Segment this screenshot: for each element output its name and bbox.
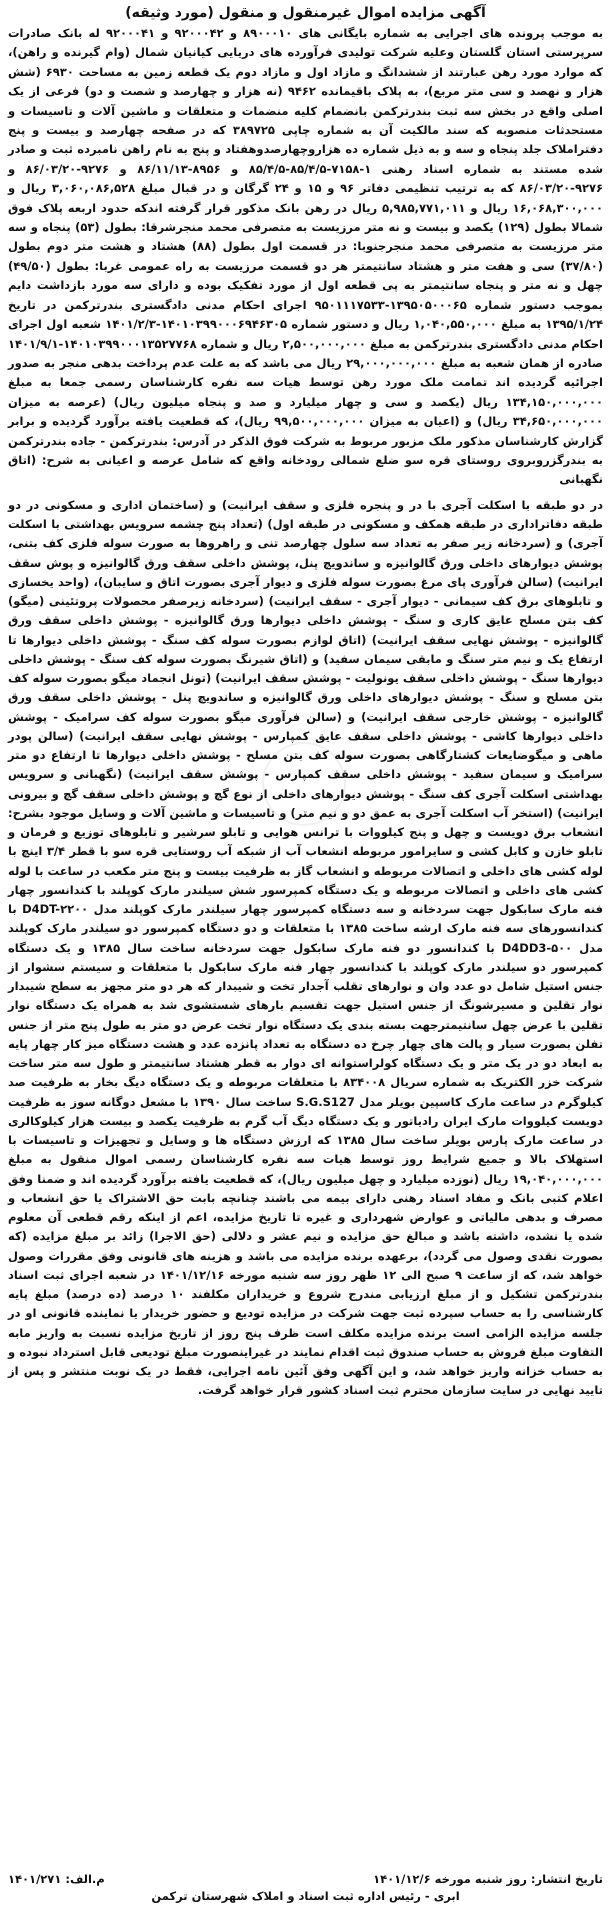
signatory: ابری - رئیس اداره ثبت اسناد و املاک شهرستان ترکمن (151, 1889, 460, 1903)
notice-footer (8, 1871, 603, 1905)
publication-info (8, 1871, 603, 1888)
file-reference: م.الف: ۱۴۰۱/۲۷۱ (8, 1872, 105, 1886)
publish-date: تاریخ انتشار: روز شنبه مورخه ۱۴۰۱/۱۲/۶ (373, 1872, 603, 1886)
notice-paragraph-buildings-equipment: در دو طبقه با اسکلت آجری با در و پنجره فلزی و سقف ایرانیت) و (ساختمان اداری و مسکونی در دو طبقه دفاتراداری در طبقه همکف و مسکونی در طبقه اول) (تعداد پنج چشمه سرویس بهداشتی با اسکلت آجری) و (سردخانه زیر صفر به تعداد سه سلول چهارصد تنی و راهروها به صورت سوله فلزی کف بتنی، پوشش دیوارهای داخلی ورق گالوانیزه و ساندویچ پنل، پوشش داخلی سقف ورق گالوانیزه و پوش سقف ایرانیت) (سالن فرآوری پای مرغ بصورت سوله فلزی و دیوار آجری بصورت اتاق و سایبان)، (واحد یخسازی و تابلوهای برق کف سیمانی - دیوار آجری - سقف ایرانیت) (سردخانه زیرصفر محصولات پروتئینی (میگو) کف بتن مسلح عایق کاری و سنگ - پوشش داخلی دیوارها ورق گالوانیزه - پوشش داخلی سقف ورق گالوانیزه - پوشش نهایی سقف ایرانیت) (اتاق لوازم بصورت سوله کف سنگ - پوشش داخلی دیوارها تا ارتفاع یک و نیم متر سنگ و مابقی سیمان سفید) و (اتاق شیرنگ بصورت سوله کف سنگ - پوشش داخلی دیوارها سنگ - پوشش داخلی سقف یونولیت - پوشش سقف ایرانیت) (تونل انجماد میگو بصورت سوله کف بتن مسلح و سنگ - پوشش دیوارهای داخلی ورق گالوانیزه و ساندویچ پنل - پوشش داخلی سقف ورق گالوانیزه - پوشش خارجی سقف ایرانیت) و (سالن فرآوری میگو بصورت سوله کف سرامیک - پوشش داخلی دیوارها کاشی - پوشش داخلی سقف عایق کمپارس - پوشش نهایی سقف ایرانیت) (سالن پودر ماهی و میگوضایعات کشتارگاهی بصورت سوله کف بتن مسلح - پوشش داخلی دیوارها تا ارتفاع دو متر سرامیک و سیمان سفید - پوشش داخلی سقف کمپارس - پوشش سقف ایرانیت) (نگهبانی و سرویس بهداشتی اسکلت آجری کف سنگ - پوشش دیوارهای داخلی از نوع گچ و پوشش داخلی سقف گچ و بیرونی ایرانیت) (استخر آب اسکلت آجری به عمق دو و نیم متر) و تاسیسات و ماشین آلات و وسایل موجود بشرح: انشعاب برق دویست و چهل و پنج کیلووات با ترانس هوایی و تابلو سرشیر و تابلوهای توزیع و فرمان و تابلو خازن و کابل کشی و سایرامور مربوطه انشعاب آب از شبکه آب روستایی قره سو با قطر ۳/۴ اینچ با لوله کشی های داخلی و اتصالات مربوطه و انشعاب گاز به ظرفیت بیست و پنج متر مکعب در ساعت با لوله کشی های داخلی و اتصالات مربوطه و یک دستگاه کمپرسور شش سیلندر مارک کوپلند با کندانسور چهار فنه مارک سابکول جهت سردخانه و سه دستگاه کمپرسور چهار سیلندر مارک کوپلند مدل D4DT-۲۲۰۰ با کندانسورهای سه فنه مارک ارشه ساخت ۱۳۸۵ با متعلقات و دو دستگاه کمپرسور دو سیلندر مارک کوپلند مدل D4DD3-۵۰۰ با کندانسور دو فنه مارک سابکول جهت سردخانه ساخت سال ۱۳۸۵ و یک دستگاه کمپرسور دو سیلندر مارک کوپلند با کندانسور چهار فنه مارک سابکول با متعلقات و سیستم سشوار از جنس استیل شامل دو عدد وان و نوارهای تقلب آجدار تخت و شیبدار که هر دو متر مجهز به سطح شیبدار نوار تقلین و مسیرشونگ از جنس استیل جهت تقسیم بارهای شستشوی شد به همراه یک دستگاه نوار تقلین با عرض چهل سانتیمترجهت بسته بندی یک دستگاه نوار تخت عرض دو متر به طول پنج متر از جنس تفلن بصورت سیار و پالت های چهار چرخ ده دستگاه به تعداد پانزده عدد و هشت دستگاه میز کار چهار پایه به ابعاد دو در یک متر و یک دستگاه کولراستوانه ای دوار به قطر هشتاد سانتیمتر و طول سه متر ساخت شرکت خزر الکتریک به شماره سریال ۸۳۴۰۰۸ با متعلقات مربوطه و یک دستگاه دیگ بخار به ظرفیت صد کیلوگرم در ساعت مارک کاسپین بویلر مدل S.G.S127 ساخت سال ۱۳۹۰ با مشعل دوگانه سوز به ظرفیت دویست کیلووات مارک ایران رادیاتور و یک دستگاه دیگ آب گرم به ظرفیت یکصد و بیست هزار کیلوکالری در ساعت مارک پارس بویلر ساخت سال ۱۳۸۵ که ارزش دستگاه ها و وسایل و تجهیزات و تاسیسات با استهلاک بالا و جمیع شرایط روز توسط هیات سه نفره کارشناسان رسمی اموال منقول به مبلغ ۱۹,۰۴۰,۰۰۰,۰۰۰ ریال (نوزده میلیارد و چهل میلیون ریال)، که قطعیت یافته برآورد گردیده اند و ضمنا وفق اعلام کتبی بانک و مفاد اسناد رهنی دارای بیمه می باشند چنانچه بابت حق الاشتراک یا حق انشعاب و مصرف و بدهی مالیاتی و عوارض شهرداری و غیره تا تاریخ مزایده، اعم از اینکه رقم قطعی آن معلوم شده یا نشده، داشته باشد و مبالغ حق مزایده و نیم عشر و دلالی (حق الاجرا) زائد بر مبلغ مزایده (که بصورت نقدی وصول می گردد)، برعهده برنده مزایده می باشد و هزینه های قانونی وفق مقررات وصول خواهد شد، که از ساعت ۹ صبح الی ۱۲ ظهر روز سه شنبه مورخه ۱۴۰۱/۱۲/۱۶ در شعبه اجرای ثبت اسناد بندرترکمن تشکیل و از مبلغ ارزیابی مندرج شروع و خریداران مکلفند ۱۰ درصد (ده درصد) مبلغ پایه کارشناسی را به حساب سپرده ثبت جهت شرکت در مزایده تودیع و حضور خریدار یا نماینده قانونی او در جلسه مزایده الزامی است برنده مزایده مکلف است ظرف پنج روز از تاریخ مزایده نسبت به واریز مابه التفاوت مبلغ فروش به حساب صندوق ثبت اقدام نمایند در غیراینصورت مبلغ تودیعی قابل استرداد نبوده و به حساب خزانه واریز خواهد شد، و این آگهی وفق آئین نامه اجرایی، فقط در یک نوبت منتشر و پس از تایید نهایی در سایت سازمان محترم ثبت اسناد کشور قرار خواهد گرفت. (8, 497, 604, 1398)
signature-line (8, 1888, 603, 1905)
notice-title: آگهی مزایده اموال غیرمنقول و منقول (مورد وثیقه) (125, 5, 486, 21)
notice-paragraph-property: به موجب پرونده های اجرایی به شماره بایگانی های ۸۹۰۰۰۱۰ و ۹۲۰۰۰۴۲ و ۹۲۰۰۰۴۱ له بانک صادرات سرپرستی استان گلستان وعلیه شرکت تولیدی فرآورده های دریایی کیانیان شمال (وام گیرنده و راهن)، که موارد مورد رهن عبارتند از ششدانگ و مازاد اول و مازاد دوم یک قطعه زمین به مساحت ۶۹۳۰ (شش هزار و نهصد و سی متر مربع)، به پلاک باقیمانده ۹۴۶۲ (نه هزار و چهارصد و شصت و دو) فرعی از یک اصلی واقع در بخش سه ثبت بندرترکمن بانضمام کلیه منضمات و متعلقات و ماشین آلات و تاسیسات و مستحدثات منصوبه که سند مالکیت آن به شماره چاپی ۳۸۹۷۲۵ که در صفحه چهارصد و بیست و پنج دفتراملاک جلد پنجاه و سه و به ذیل شماره ده هزاروچهارصدوهفتاد و پنج به نام راهن نامبرده ثبت و صادر شده مستند به شماره اسناد رهنی ۱-۷۱۵۸-۸۵/۴/۵-۸۵/۴/۵ و ۸۹۵۶-۸۶/۱۱/۱۳ و ۹۲۷۶-۸۶/۰۳/۲۰ و ۹۲۷۶-۸۶/۰۳/۲۰ که به ترتیب تنظیمی دفاتر ۹۶ و ۱۵ و ۲۴ گرگان و در قبال مبلغ ۳,۰۶۰,۰۸۶,۵۲۸ ریال و ۱۶,۰۶۸,۳۰۰,۰۰۰ ریال و ۵,۹۸۵,۷۷۱,۰۱۱ ریال در رهن بانک مذکور قرار گرفته اندکه حدود اربعه پلاک فوق شمالا بطول (۱۲۹) یکصد و بیست و نه متر مرزیست به متصرفی محمد منجرشرقا: بطول (۵۳) پنجاه و سه متر مرزیست به متصرفی محمد منجرجنوبا: در قسمت اول بطول (۸۸) هشتاد و هشت متر دوم بطول (۳۷/۸۰) سی و هفت متر و هشتاد سانتیمتر هر دو قسمت مرزیست به راه عمومی غربا: بطول (۴۹/۵۰) چهل و نه متر و پنجاه سانتیمتر به پی قطعه اول از مورد تفکیک بوده و دارای سه مورد بازداشت دایم بموجب دستور شماره ۱۳۹۵۰۵۰۰۰۶۵-۹۵۰۱۱۱۷۵۳۳ اجرای احکام مدنی دادگستری بندرترکمن در تاریخ ۱۳۹۵/۱/۲۴ به مبلغ ۱,۰۴۰,۵۵۰,۰۰۰ ریال و دستور شماره ۱۴۰۱۰۳۹۹۰۰۰۶۹۴۶۳۰۵-۱۴۰۱/۲/۳ شعبه اول اجرای احکام مدنی دادگستری بندرترکمن به مبلغ ۲,۵۰۰,۰۰۰,۰۰۰ ریال و شماره ۱۴۰۱۰۳۹۹۰۰۰۱۳۵۲۷۷۶۸-۱۴۰۱/۹/۱ صادره از همان شعبه به مبلغ ۲۹,۰۰۰,۰۰۰,۰۰۰ ریال می باشد که به علت عدم پرداخت بدهی منجر به صدور اجرائیه گردیده اند تمامت ملک مورد رهن توسط هیات سه نفره کارشناسان رسمی جمعا به مبلغ ۱۳۴,۱۵۰,۰۰۰,۰۰۰ ریال (یکصد و سی و چهار میلیارد و صد و پنجاه میلیون ریال) (عرصه به میزان ۳۴,۶۵۰,۰۰۰,۰۰۰ ریال) و (اعیان به میزان ۹۹,۵۰۰,۰۰۰,۰۰۰ ریال)، که قطعیت یافته برآورد گردیده و برابر گزارش کارشناسان مذکور ملک مزبور مربوط به شرکت فوق الذکر در آدرس: بندرترکمن - جاده بندرترکمن به بندرگزروبروی روستای قره سو ضلع شمالی رودخانه واقع که شامل عرصه و اعیانی به شرح: (اتاق نگهبانی (8, 26, 604, 487)
